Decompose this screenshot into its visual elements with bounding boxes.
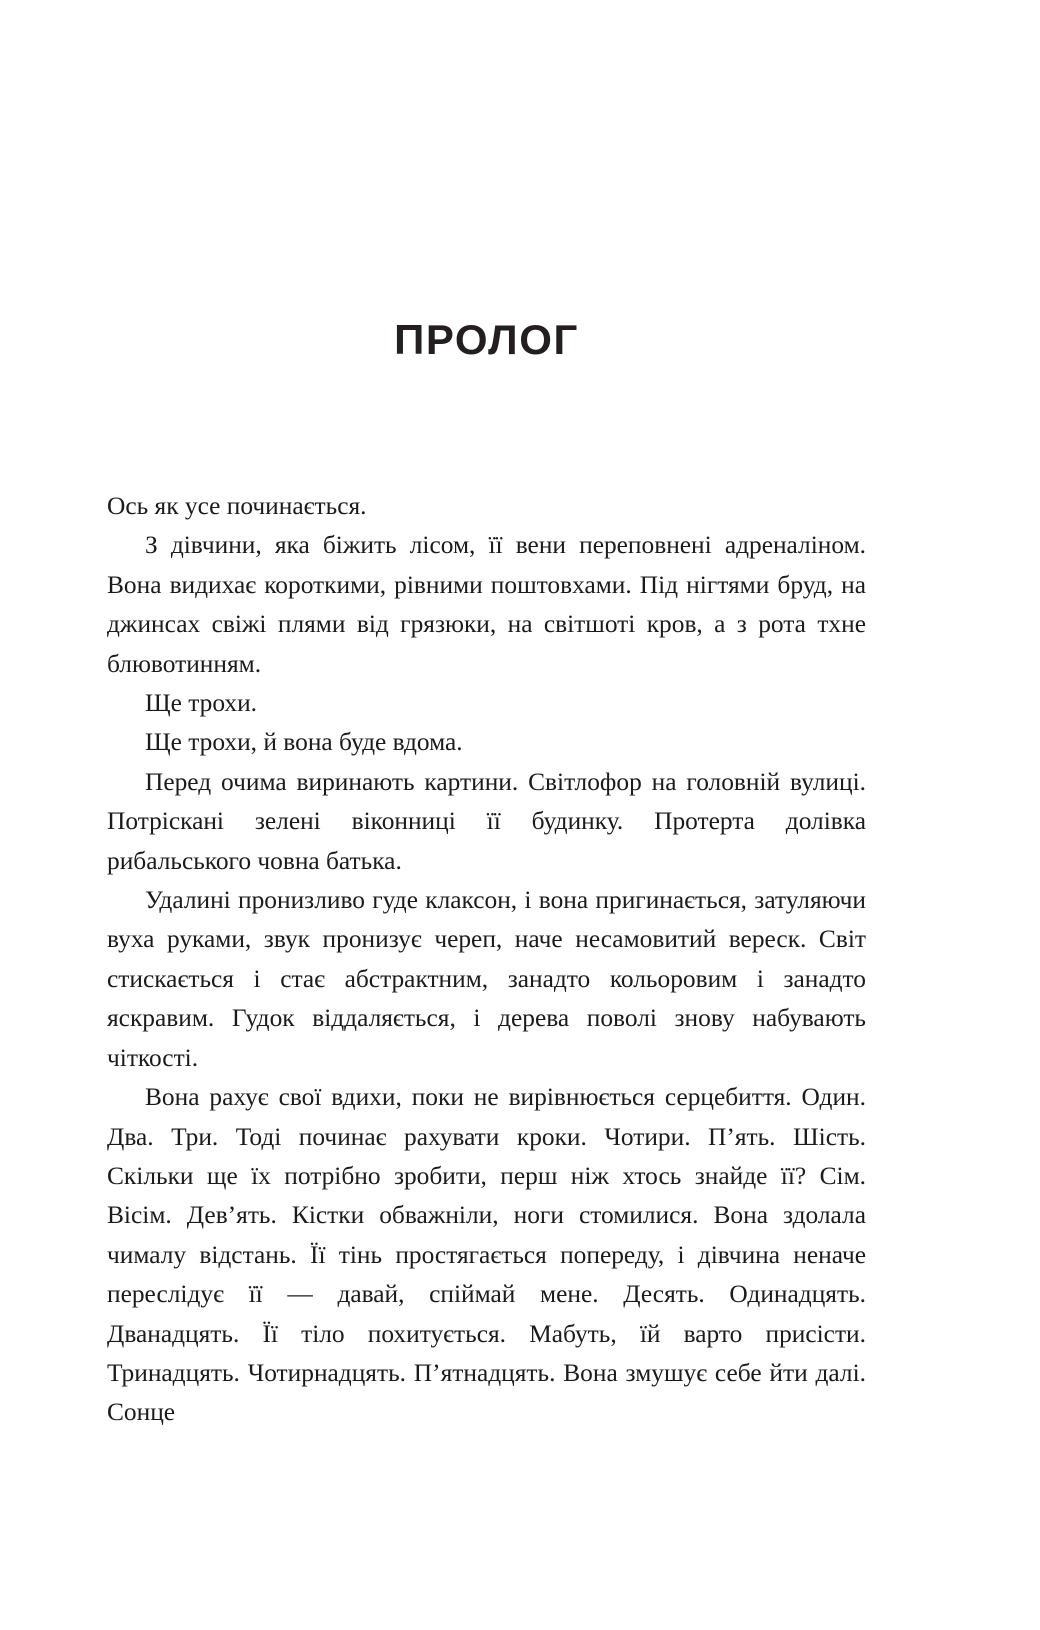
body-text-block <box>107 487 866 1472</box>
page-title: ПРОЛОГ <box>394 316 579 363</box>
paragraph: Ось як усе починається. <box>107 492 367 520</box>
paragraph: Удалині пронизливо гуде клаксон, і вона пригинається, затуляючи вуха руками, звук пронизує череп, наче несамовитий вереск. Світ стискається і стає абстрактним, занадто кольоровим і занадто яскравим. Гудок віддаляється, і дерева поволі знову набувають чіткості. <box>107 886 866 1072</box>
paragraph: Ще трохи, й вона буде вдома. <box>145 728 463 757</box>
paragraph: Перед очима виринають картини. Світлофор на головній вулиці. Потріскані зелені віконниці її будинку. Протерта долівка рибальського човна батька. <box>107 767 866 875</box>
paragraph: Ще трохи. <box>145 689 258 718</box>
paragraph: Вона рахує свої вдихи, поки не вирівнюється серцебиття. Один. Два. Три. Тоді починає рахувати кроки. Чотири. П’ять. Шість. Скільки ще їх потрібно зробити, перш ніж хтось знайде її? Сім. Вісім. Дев’ять. Кістки обважніли, ноги стомилися. Вона здолала чималу відстань. Її тінь простягається попереду, і дівчина неначе переслідує її — давай, спіймай мене. Десять. Одинадцять. Дванадцять. Її тіло похитується. Мабуть, їй варто присісти. Тринадцять. Чотирнадцять. П’ятнадцять. Вона змушує себе йти далі. Сонце <box>107 1083 866 1427</box>
paragraph: З дівчини, яка біжить лісом, її вени переповнені адреналіном. Вона видихає короткими, рівними поштовхами. Під нігтями бруд, на джинсах свіжі плями від грязюки, на світшоті кров, а з рота тхне блювотинням. <box>107 531 866 678</box>
